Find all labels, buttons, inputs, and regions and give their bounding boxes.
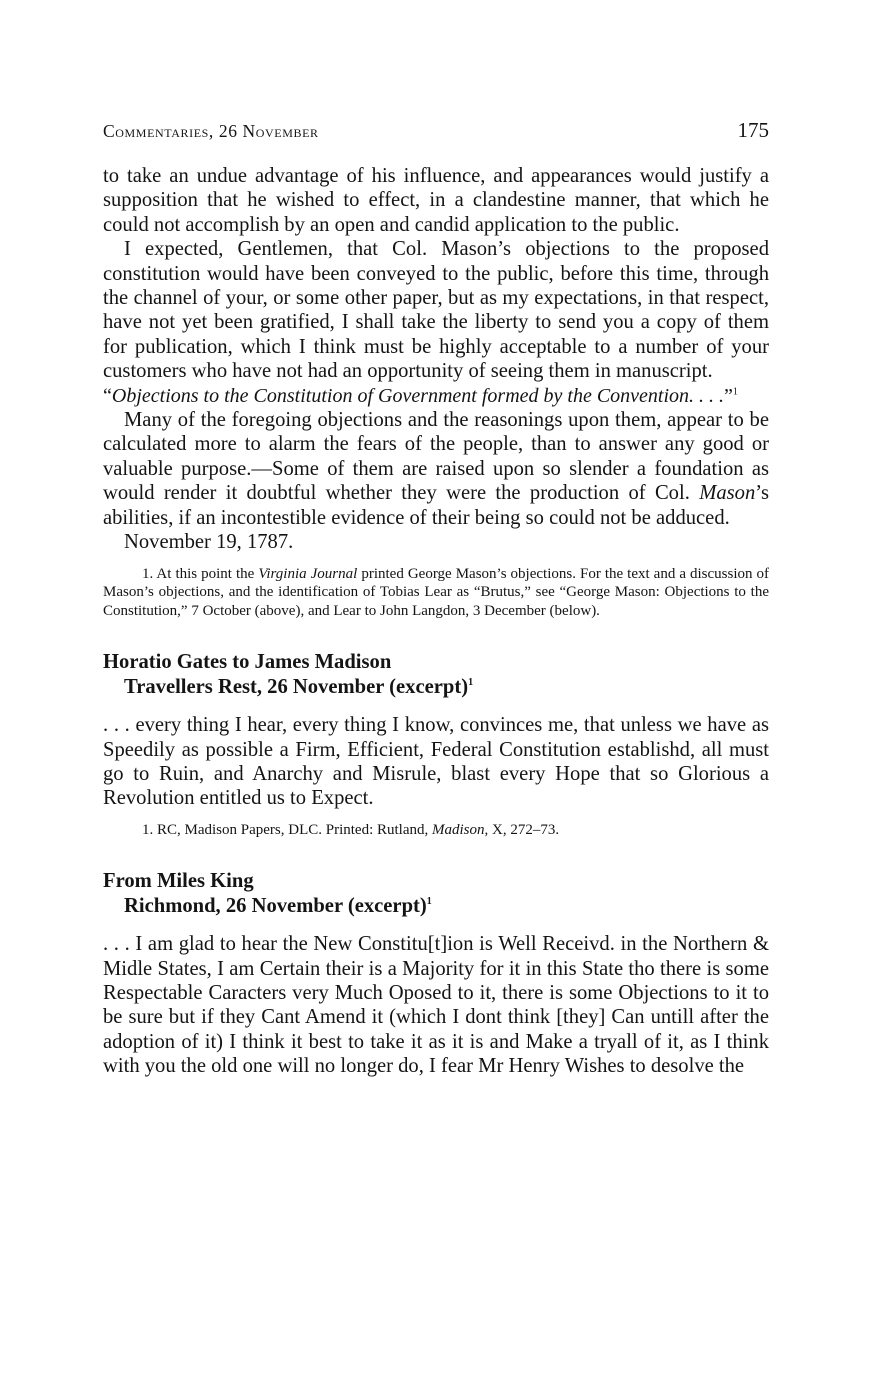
- footnote-ref: 1: [732, 386, 738, 397]
- section-heading-gates: [103, 650, 769, 699]
- page-number: 175: [737, 118, 769, 142]
- page-body: [103, 164, 769, 1079]
- footnote-italic: Virginia Journal: [258, 565, 358, 582]
- footnote-text-part: printed George Mason’s objections. For the text and a discussion of Mason’s objections, and the identification of Tobias Lear as “Brutus,” see “George Mason: Objections to the Constitution,” 7 October (above), and Lear to John Langdon, 3 December (below).: [103, 565, 770, 619]
- running-head-title: Commentaries, 26 November: [103, 121, 319, 141]
- footnote-ref: 1: [468, 676, 474, 688]
- paragraph-foregoing-objections: [103, 408, 769, 530]
- paragraph-continuation: to take an undue advantage of his influence, and appearances would justify a supposition that he wished to effect, in a clandestine manner, that which he could not accomplish by an open and candid application to the public.: [103, 165, 769, 236]
- section-heading-king: [103, 869, 769, 918]
- quoted-title-text: Objections to the Constitution of Government formed by the Convention. . . .: [111, 384, 725, 407]
- dateline: November 19, 1787.: [124, 531, 294, 554]
- heading-line-1: Horatio Gates to James Madison: [103, 651, 392, 674]
- heading-line-2: Richmond, 26 November (excerpt)$^1$: [124, 894, 432, 917]
- paragraph-text-part: Many of the foregoing objections and the reasonings upon them, appear to be calculated more to alarm the fears of the people, than to answer any good or valuable purpose.—Some of them are raised upon so slender a foundation as would render it doubtful whether they were the production of Col.: [103, 409, 769, 505]
- paragraph-text-part: ’s abilities, if an incontestible evidence of their being so could not be adduced.: [103, 482, 769, 529]
- paragraph-king-excerpt: . . . I am glad to hear the New Constitu[t]ion is Well Receivd. in the Northern & Midle States, I am Certain their is a Majority for it in this State tho there is some Respectable Caracters very Much Oposed to it, there is some Objections to it to be sure but if they Cant Amend it (which I dont think [they] Can untill after the adoption of it) I think it best to take it as it is and Make a tryall of it, as I think with you the old one will no longer do, I fear Mr Henry Wishes to desolve the: [103, 933, 769, 1078]
- heading-line-2: Travellers Rest, 26 November (excerpt)$^1$: [124, 675, 474, 698]
- footnote: [103, 565, 769, 621]
- footnote: [103, 821, 769, 840]
- quote-close-mark: ”: [724, 384, 733, 407]
- paragraph-mason-objections: I expected, Gentlemen, that Col. Mason’s objections to the proposed constitution would have been conveyed to the public, before this time, through the channel of your, or some other paper, but as my expectations, in that respect, have not yet been gratified, I shall take the liberty to send you a copy of them for publication, which I think must be highly acceptable to a number of your customers who have not had an opportunity of seeing them in manuscript.: [103, 238, 769, 383]
- footnote-text-part: 1. At this point the: [142, 565, 259, 582]
- heading-line-1: From Miles King: [103, 870, 254, 893]
- quoted-title: [103, 384, 769, 408]
- footnote-italic: Madison: [432, 821, 485, 838]
- italic-name: Mason: [699, 482, 756, 505]
- paragraph-gates-excerpt: . . . every thing I hear, every thing I know, convinces me, that unless we have as Speedily as possible a Firm, Efficient, Federal Constitution establishd, all must go to Ruin, and Anarchy and Misrule, blast every Hope that so Glorious a Revolution entitled us to Expect.: [103, 714, 769, 810]
- running-head: [103, 118, 769, 143]
- footnote-text-part: 1. RC, Madison Papers, DLC. Printed: Rutland,: [142, 821, 432, 838]
- footnote-ref: 1: [426, 895, 432, 907]
- footnote-text-part: , X, 272–73.: [484, 821, 560, 838]
- quote-open-mark: “: [103, 384, 112, 407]
